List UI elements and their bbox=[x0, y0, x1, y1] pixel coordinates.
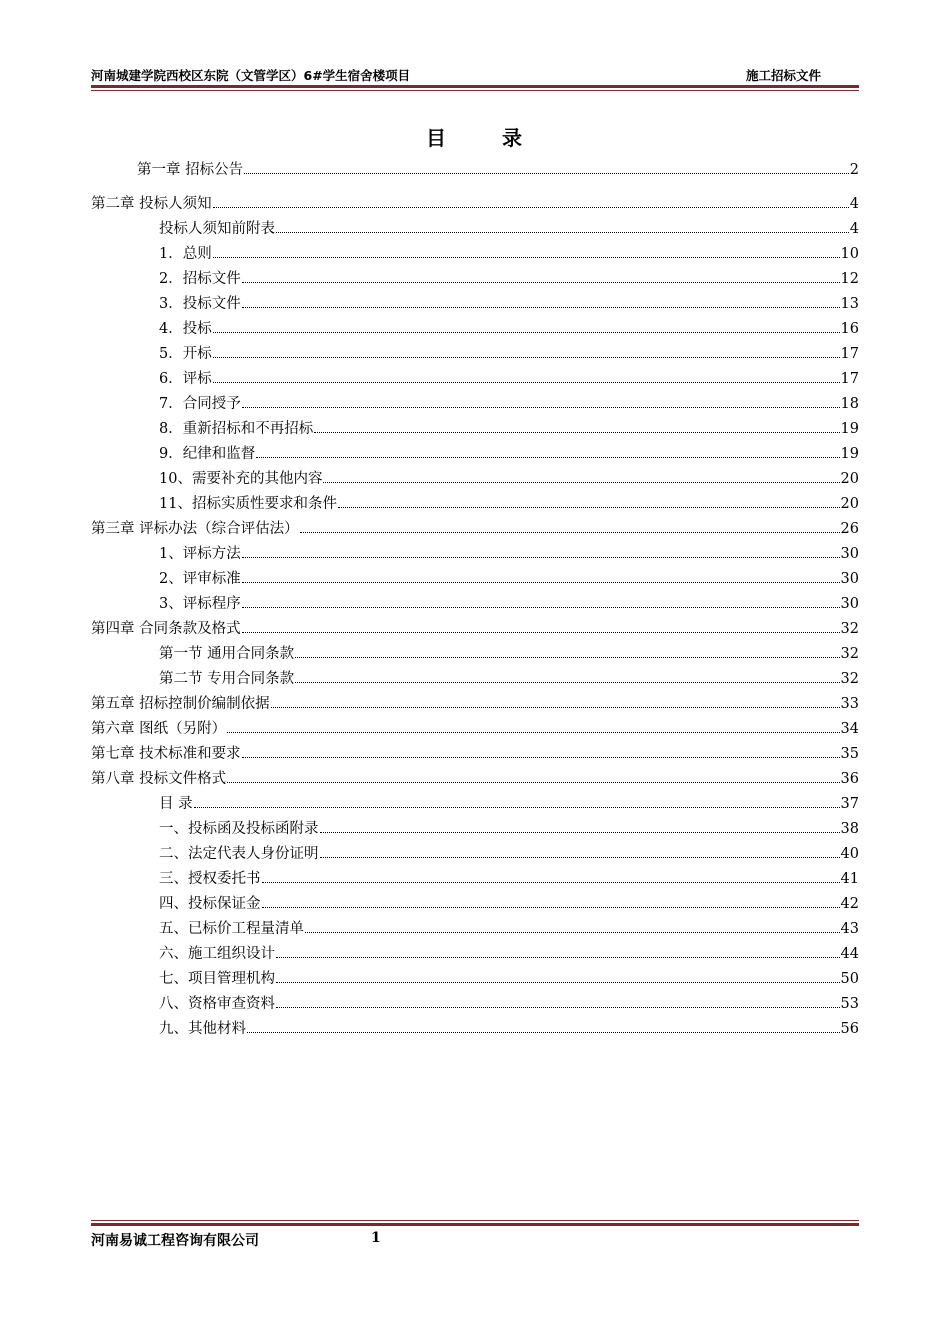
header-rule bbox=[91, 85, 859, 88]
toc-entry-page: 38 bbox=[840, 821, 859, 837]
toc-entry-page: 32 bbox=[840, 671, 859, 687]
dot-leader bbox=[242, 406, 840, 408]
dot-leader bbox=[320, 856, 840, 858]
toc-entry-label: 8．重新招标和不再招标 bbox=[159, 421, 314, 437]
dot-leader bbox=[295, 681, 839, 683]
toc-entry[interactable] bbox=[159, 219, 859, 239]
dot-leader bbox=[213, 356, 840, 358]
dot-leader bbox=[271, 706, 840, 708]
toc-entry[interactable] bbox=[159, 894, 859, 914]
toc-entry[interactable] bbox=[159, 919, 859, 939]
toc-entry-page: 30 bbox=[840, 571, 859, 587]
dot-leader bbox=[242, 556, 840, 558]
dot-leader bbox=[242, 756, 840, 758]
toc-entry-label: 第二章 投标人须知 bbox=[91, 196, 212, 212]
toc-entry[interactable] bbox=[91, 194, 859, 214]
toc-entry-label: 六、施工组织设计 bbox=[159, 946, 275, 962]
dot-leader bbox=[242, 631, 840, 633]
toc-entry-label: 第一节 通用合同条款 bbox=[159, 646, 295, 662]
toc-entry-label: 第四章 合同条款及格式 bbox=[91, 621, 241, 637]
toc-entry-page: 20 bbox=[840, 496, 859, 512]
dot-leader bbox=[194, 806, 840, 808]
dot-leader bbox=[276, 981, 840, 983]
toc-entry-page: 16 bbox=[840, 321, 859, 337]
toc-entry-label: 第八章 投标文件格式 bbox=[91, 771, 227, 787]
toc-entry-page: 12 bbox=[840, 271, 859, 287]
dot-leader bbox=[314, 431, 839, 433]
toc-entry-label: 目 录 bbox=[159, 796, 193, 812]
toc-entry-page: 4 bbox=[849, 196, 859, 212]
footer-company: 河南易诚工程咨询有限公司 bbox=[91, 1233, 259, 1249]
toc-entry[interactable] bbox=[159, 469, 859, 489]
toc-entry-label: 第二节 专用合同条款 bbox=[159, 671, 295, 687]
dot-leader bbox=[320, 831, 840, 833]
toc-entry[interactable] bbox=[159, 1019, 859, 1039]
toc-entry-label: 10、需要补充的其他内容 bbox=[159, 471, 323, 487]
dot-leader bbox=[242, 581, 840, 583]
dot-leader bbox=[242, 306, 840, 308]
toc-entry-label: 九、其他材料 bbox=[159, 1021, 246, 1037]
dot-leader bbox=[256, 456, 839, 458]
toc-entry[interactable] bbox=[159, 969, 859, 989]
dot-leader bbox=[242, 281, 840, 283]
header-rule-thin bbox=[91, 90, 859, 91]
toc-entry-page: 20 bbox=[840, 471, 859, 487]
toc-entry-label: 三、授权委托书 bbox=[159, 871, 261, 887]
dot-leader bbox=[244, 172, 849, 174]
toc-entry[interactable] bbox=[159, 419, 859, 439]
toc-entry[interactable] bbox=[91, 619, 859, 639]
toc-entry-label: 9．纪律和监督 bbox=[159, 446, 256, 462]
toc-entry-label: 第七章 技术标准和要求 bbox=[91, 746, 241, 762]
footer-rule bbox=[91, 1223, 859, 1226]
toc-entry[interactable] bbox=[159, 269, 859, 289]
dot-leader bbox=[338, 506, 840, 508]
dot-leader bbox=[276, 1006, 840, 1008]
toc-entry[interactable] bbox=[159, 794, 859, 814]
toc-entry-label: 6．评标 bbox=[159, 371, 212, 387]
toc-entry-label: 一、投标函及投标函附录 bbox=[159, 821, 319, 837]
toc-entry-page: 53 bbox=[840, 996, 859, 1012]
toc-entry-label: 第一章 招标公告 bbox=[137, 162, 244, 178]
toc-entry[interactable] bbox=[159, 844, 859, 864]
toc-entry-page: 18 bbox=[840, 396, 859, 412]
dot-leader bbox=[247, 1031, 840, 1033]
toc-entry-page: 43 bbox=[840, 921, 859, 937]
dot-leader bbox=[262, 906, 840, 908]
toc-entry[interactable] bbox=[91, 519, 859, 539]
toc-entry-label: 11、招标实质性要求和条件 bbox=[159, 496, 337, 512]
toc-entry[interactable] bbox=[159, 569, 859, 589]
footer-rule-thin bbox=[91, 1220, 859, 1221]
toc-entry-page: 19 bbox=[840, 446, 859, 462]
toc-entry[interactable] bbox=[137, 160, 859, 180]
toc-entry-page: 4 bbox=[849, 221, 859, 237]
toc-entry-page: 26 bbox=[840, 521, 859, 537]
dot-leader bbox=[305, 931, 840, 933]
toc-entry-label: 八、资格审查资料 bbox=[159, 996, 275, 1012]
dot-leader bbox=[213, 256, 840, 258]
toc-entry[interactable] bbox=[159, 319, 859, 339]
toc-entry[interactable] bbox=[159, 944, 859, 964]
dot-leader bbox=[227, 781, 839, 783]
toc-entry[interactable] bbox=[159, 594, 859, 614]
toc-entry[interactable] bbox=[159, 344, 859, 364]
toc-entry-label: 1、评标方法 bbox=[159, 546, 241, 562]
toc-entry[interactable] bbox=[159, 294, 859, 314]
toc-title-char: 目 bbox=[426, 126, 448, 150]
toc-entry-page: 44 bbox=[840, 946, 859, 962]
toc-entry-page: 35 bbox=[840, 746, 859, 762]
toc-entry[interactable] bbox=[91, 769, 859, 789]
dot-leader bbox=[276, 231, 849, 233]
toc-entry-page: 19 bbox=[840, 421, 859, 437]
toc-entry-label: 二、法定代表人身份证明 bbox=[159, 846, 319, 862]
header-project-title: 河南城建学院西校区东院（文管学区）6#学生宿舍楼项目 bbox=[91, 68, 411, 83]
toc-entry-page: 30 bbox=[840, 546, 859, 562]
toc-entry-page: 2 bbox=[849, 162, 859, 178]
toc-entry-page: 34 bbox=[840, 721, 859, 737]
toc-entry-label: 七、项目管理机构 bbox=[159, 971, 275, 987]
header-document-type: 施工招标文件 bbox=[746, 68, 822, 83]
toc-entry-label: 第六章 图纸（另附） bbox=[91, 721, 227, 737]
toc-entry[interactable] bbox=[159, 669, 859, 689]
toc-entry-label: 第五章 招标控制价编制依据 bbox=[91, 696, 270, 712]
page-footer bbox=[91, 1230, 859, 1250]
toc-entry[interactable] bbox=[159, 544, 859, 564]
toc-entry[interactable] bbox=[159, 494, 859, 514]
toc-entry-page: 50 bbox=[840, 971, 859, 987]
toc-entry-page: 30 bbox=[840, 596, 859, 612]
toc-entry-page: 36 bbox=[840, 771, 859, 787]
dot-leader bbox=[262, 881, 840, 883]
toc-entry[interactable] bbox=[91, 744, 859, 764]
toc-entry-label: 2．招标文件 bbox=[159, 271, 241, 287]
toc-entry-label: 3、评标程序 bbox=[159, 596, 241, 612]
dot-leader bbox=[242, 606, 840, 608]
footer-page-number: 1 bbox=[371, 1230, 381, 1246]
toc-entry-page: 56 bbox=[840, 1021, 859, 1037]
toc-entry[interactable] bbox=[159, 369, 859, 389]
toc-entry-page: 41 bbox=[840, 871, 859, 887]
toc-entry-label: 第三章 评标办法（综合评估法） bbox=[91, 521, 299, 537]
toc-entry-page: 17 bbox=[840, 346, 859, 362]
toc-entry-page: 17 bbox=[840, 371, 859, 387]
toc-entry-page: 32 bbox=[840, 621, 859, 637]
toc-entry[interactable] bbox=[159, 819, 859, 839]
toc-entry[interactable] bbox=[159, 394, 859, 414]
toc-entry-label: 五、已标价工程量清单 bbox=[159, 921, 304, 937]
toc-entry-label: 7．合同授予 bbox=[159, 396, 241, 412]
toc-entry-label: 投标人须知前附表 bbox=[159, 221, 275, 237]
toc-title bbox=[0, 122, 950, 151]
toc-entry-label: 5．开标 bbox=[159, 346, 212, 362]
page-header bbox=[91, 66, 859, 82]
toc-entry-page: 32 bbox=[840, 646, 859, 662]
toc-entry[interactable] bbox=[159, 869, 859, 889]
toc-entry[interactable] bbox=[159, 244, 859, 264]
toc-entry[interactable] bbox=[91, 694, 859, 714]
dot-leader bbox=[227, 731, 839, 733]
toc-entry-label: 四、投标保证金 bbox=[159, 896, 261, 912]
toc-entry-label: 1．总则 bbox=[159, 246, 212, 262]
toc-entry[interactable] bbox=[159, 994, 859, 1014]
toc-entry-label: 4．投标 bbox=[159, 321, 212, 337]
toc-entry-label: 3．投标文件 bbox=[159, 296, 241, 312]
toc-entry[interactable] bbox=[159, 444, 859, 464]
toc-entry-page: 13 bbox=[840, 296, 859, 312]
toc-entry[interactable] bbox=[159, 644, 859, 664]
toc-entry-page: 33 bbox=[840, 696, 859, 712]
dot-leader bbox=[213, 206, 849, 208]
dot-leader bbox=[276, 956, 840, 958]
dot-leader bbox=[300, 531, 840, 533]
dot-leader bbox=[213, 331, 840, 333]
toc-entry-page: 42 bbox=[840, 896, 859, 912]
toc-entry-page: 37 bbox=[840, 796, 859, 812]
toc-entry-label: 2、评审标准 bbox=[159, 571, 241, 587]
dot-leader bbox=[323, 481, 839, 483]
dot-leader bbox=[213, 381, 840, 383]
toc-entry[interactable] bbox=[91, 719, 859, 739]
toc-entry-page: 10 bbox=[840, 246, 859, 262]
toc-entry-page: 40 bbox=[840, 846, 859, 862]
toc-title-char: 录 bbox=[502, 126, 524, 150]
dot-leader bbox=[295, 656, 839, 658]
